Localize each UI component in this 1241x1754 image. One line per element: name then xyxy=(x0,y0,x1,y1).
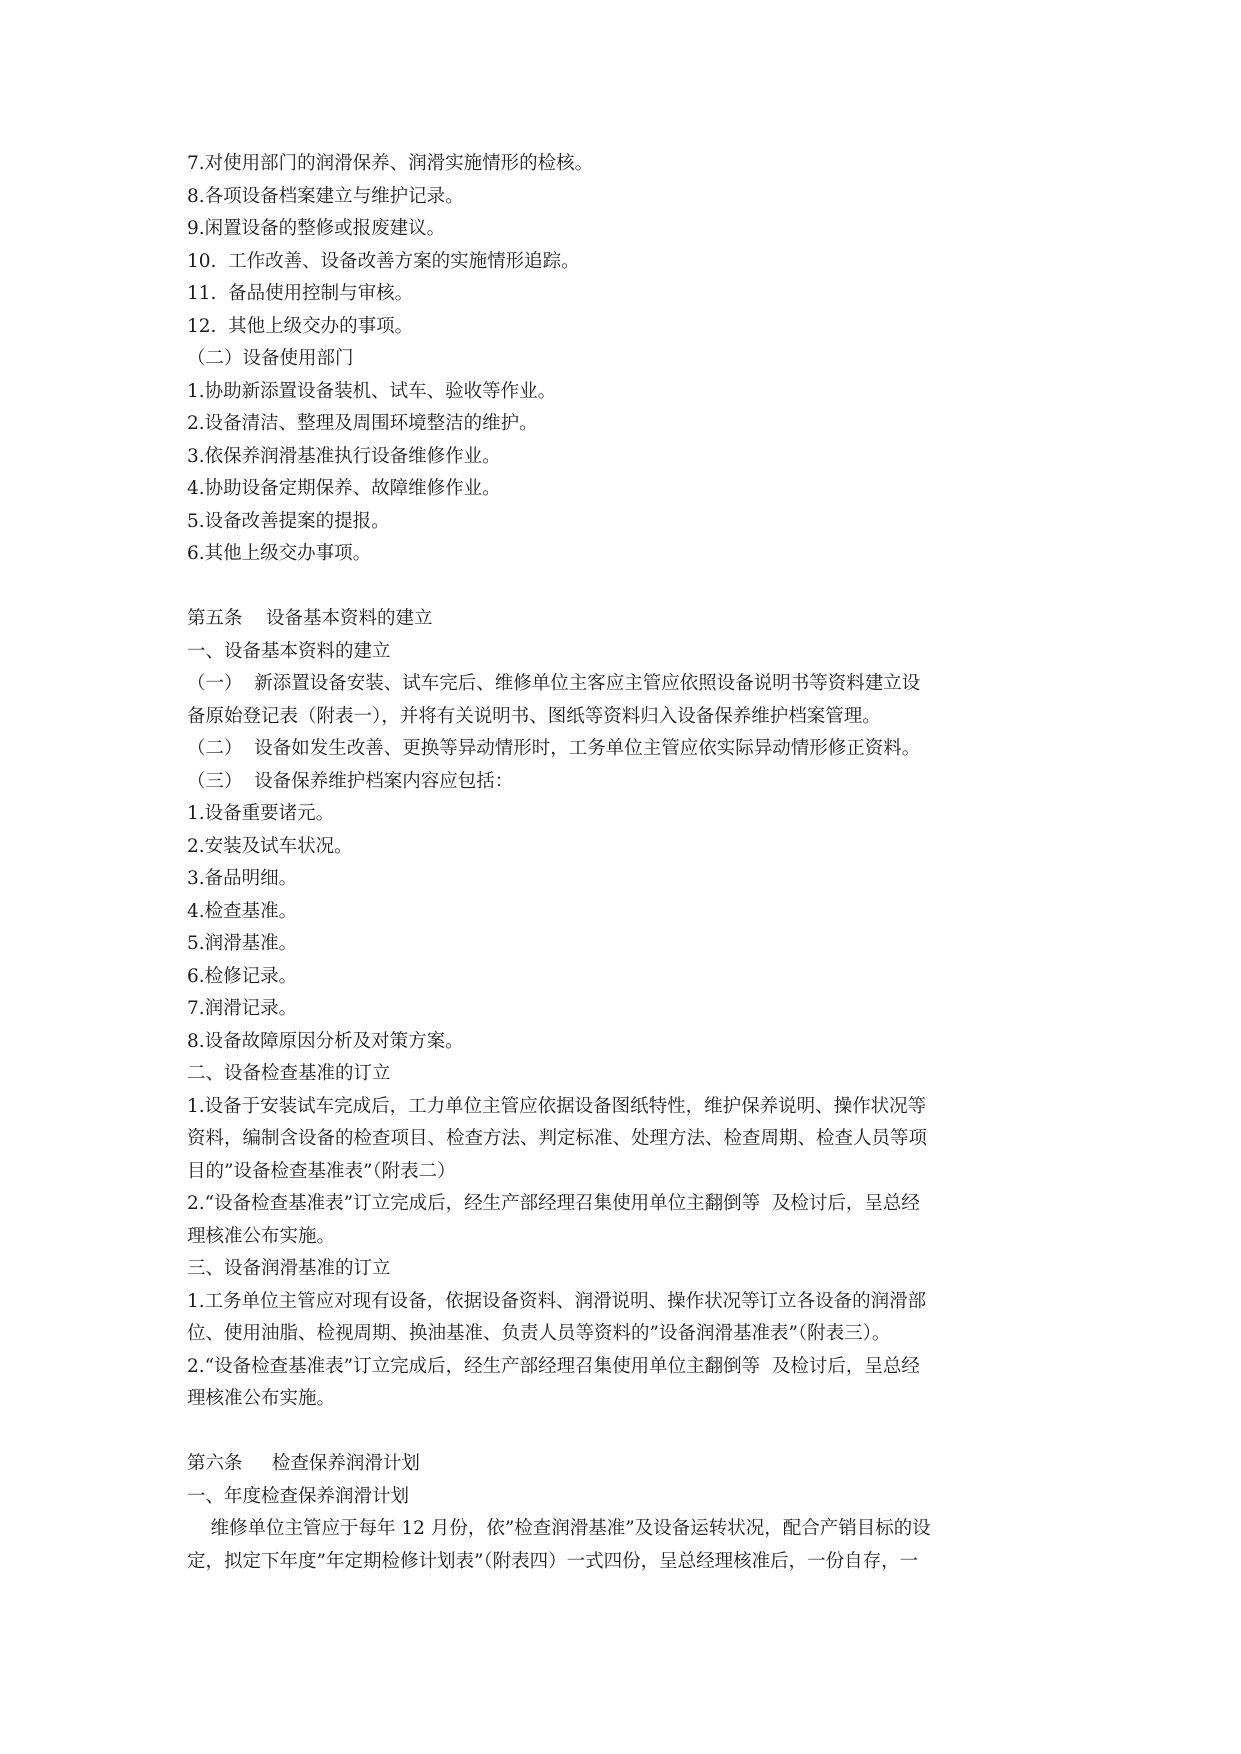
document-page xyxy=(187,148,1055,1578)
text-line: 3.依保养润滑基准执行设备维修作业。 xyxy=(187,445,501,467)
section-heading: 一、设备基本资料的建立 xyxy=(187,640,391,662)
blank-line xyxy=(187,1416,1055,1449)
text-line: 3.备品明细。 xyxy=(187,868,298,889)
text-line: 1.设备于安装试车完成后，工力单位主管应依据设备图纸特性，维护保养说明、操作状况等 xyxy=(187,1095,927,1117)
text-line: （三） 设备保养维护档案内容应包括： xyxy=(187,770,514,792)
text-line: 1.协助新添置设备装机、试车、验收等作业。 xyxy=(187,380,557,402)
text-line: 11. 备品使用控制与审核。 xyxy=(187,283,414,304)
article-heading: 第五条 设备基本资料的建立 xyxy=(187,608,433,629)
text-line: 理核准公布实施。 xyxy=(187,1388,336,1409)
text-line: 理核准公布实施。 xyxy=(187,1225,336,1247)
text-line: 1.工务单位主管应对现有设备，依据设备资料、润滑说明、操作状况等订立各设备的润滑部 xyxy=(187,1290,927,1312)
blank-line xyxy=(187,571,1055,604)
text-line: 1.设备重要诸元。 xyxy=(187,803,335,824)
text-line: 7.润滑记录。 xyxy=(187,998,298,1019)
section-heading: 一、年度检查保养润滑计划 xyxy=(187,1485,410,1507)
text-line: 位、使用油脂、检视周期、换油基准、负责人员等资料的”设备润滑基准表”（附表三）。 xyxy=(187,1323,891,1344)
text-line: 5.设备改善提案的提报。 xyxy=(187,510,390,532)
section-heading: 三、设备润滑基准的订立 xyxy=(187,1258,391,1279)
text-line: 8.各项设备档案建立与维护记录。 xyxy=(187,185,464,207)
article-heading: 第六条 检查保养润滑计划 xyxy=(187,1453,420,1474)
text-line: 2.设备清洁、整理及周围环境整洁的维护。 xyxy=(187,413,538,434)
text-line: 10. 工作改善、设备改善方案的实施情形追踪。 xyxy=(187,250,580,272)
text-line: 2.安装及试车状况。 xyxy=(187,835,353,857)
text-line: 定，拟定下年度”年定期检修计划表”（附表四）一式四份，呈总经理核准后，一份自存，一 xyxy=(187,1550,919,1572)
text-line: 4.检查基准。 xyxy=(187,900,298,922)
text-line: （二） 设备如发生改善、更换等异动情形时，工务单位主管应依实际异动情形修正资料。 xyxy=(187,738,921,759)
text-line: 2.“设备检查基准表”订立完成后，经生产部经理召集使用单位主翻倒等 及检讨后，呈总经 xyxy=(187,1193,920,1214)
text-line: 12. 其他上级交办的事项。 xyxy=(187,315,414,337)
text-line: 6.检修记录。 xyxy=(187,965,298,987)
text-line: 5.润滑基准。 xyxy=(187,933,298,954)
text-line: 目的”设备检查基准表”（附表二） xyxy=(187,1160,456,1182)
text-line: 2.“设备检查基准表”订立完成后，经生产部经理召集使用单位主翻倒等 及检讨后，呈总经 xyxy=(187,1355,920,1377)
text-line: （一） 新添置设备安装、试车完后、维修单位主客应主管应依照设备说明书等资料建立设 xyxy=(187,673,921,694)
text-line: 8.设备故障原因分析及对策方案。 xyxy=(187,1030,464,1052)
text-line: 9.闲置设备的整修或报废建议。 xyxy=(187,218,446,239)
text-line: 维修单位主管应于每年 12 月份，依”检查润滑基准”及设备运转状况，配合产销目标的设 xyxy=(187,1518,931,1539)
text-line: 4.协助设备定期保养、故障维修作业。 xyxy=(187,478,501,499)
text-line: 备原始登记表（附表一），并将有关说明书、图纸等资料归入设备保养维护档案管理。 xyxy=(187,705,881,727)
text-line: 资料，编制含设备的检查项目、检查方法、判定标准、处理方法、检查周期、检查人员等项 xyxy=(187,1128,928,1149)
text-line: 6.其他上级交办事项。 xyxy=(187,543,372,564)
section-heading: 二、设备检查基准的订立 xyxy=(187,1063,391,1084)
section-heading: （二）设备使用部门 xyxy=(187,348,354,369)
text-line: 7.对使用部门的润滑保养、润滑实施情形的检核。 xyxy=(187,153,594,174)
